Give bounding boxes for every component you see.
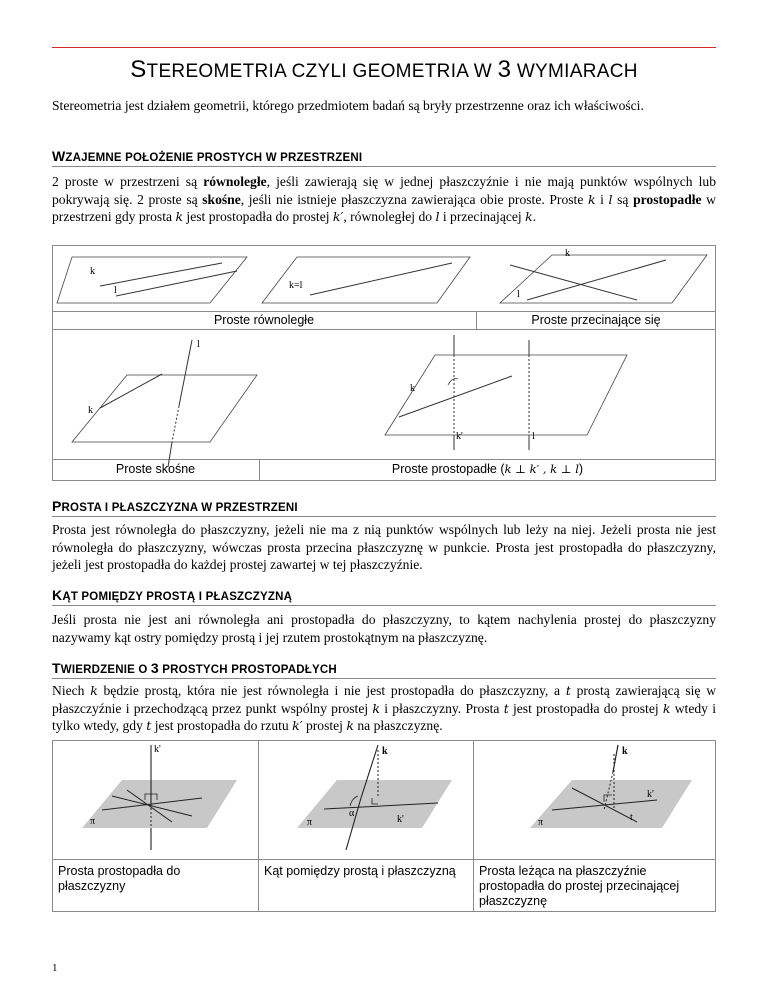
- section-lines-paragraph: 2 proste w przestrzeni są równoległe, jeśli zawierają się w jednej płaszczyźnie i nie mają punktów wspólnych lub pokrywają się. 2 proste są skośne, jeśli nie istnieje płaszczyzna zawierająca obie proste. Proste k i l są prostopadłe w przestrzeni gdy prosta k jest prostopadła do prostej k′, równoległej do l i przecinającej k.: [52, 174, 717, 225]
- figure-lines-drawings: [52, 245, 716, 481]
- label-kprime: k': [154, 744, 161, 755]
- line-k: [100, 263, 222, 286]
- page-number: 1: [52, 962, 58, 974]
- label-pi: π: [307, 817, 313, 828]
- label-pi: π: [90, 816, 96, 827]
- section-line-plane-paragraph: Prosta jest równoległa do płaszczyzny, jeżeli nie ma z nią punktów wspólnych lub leży na niej. Jeżeli prosta nie jest równoległa do płaszczyzny, wówczas prosta przecina płaszczyznę w punkcie. Prosta jest prostopadła do płaszczyzny, jeżeli jest prostopadła do każdej prostej zawartej w tej płaszczyźnie.: [52, 522, 716, 573]
- line-l-intersecting: [510, 265, 637, 300]
- plane-intersecting: [500, 255, 707, 303]
- label-pi: π: [538, 817, 544, 828]
- section-angle-paragraph: Jeśli prosta nie jest ani równoległa ani prostopadła do płaszczyzny, to kątem nachylenia prostej do płaszczyzny nazywamy kąt ostry pomiędzy prostą i jej rzutem prostokątnym na płaszczyznę.: [52, 612, 716, 645]
- line-k-intersecting: [527, 260, 666, 300]
- label-alpha: α: [349, 808, 355, 819]
- section-heading-theorem: TWIERDZENIE O 3 PROSTYCH PROSTOPADŁYCH: [52, 660, 716, 679]
- caption-parallel: Proste równoległe: [213, 313, 315, 327]
- section-heading-line-plane: PROSTA I PŁASZCZYZNA W PRZESTRZENI: [52, 498, 716, 517]
- label-k: k: [382, 746, 388, 757]
- plane-perpendicular: [385, 355, 627, 435]
- caption-skew: Proste skośne: [115, 462, 196, 476]
- section-heading-angle: KĄT POMIĘDZY PROSTĄ I PŁASZCZYZNĄ: [52, 587, 716, 606]
- plane-pi: [82, 780, 237, 828]
- label-k: k: [410, 383, 415, 394]
- caption-three-perpendiculars: Prosta leżąca na płaszczyźnie prostopadła do prostej przecinającej płaszczyznę: [479, 864, 680, 908]
- section-theorem-paragraph: Niech k będzie prostą, która nie jest równoległa i nie jest prostopadła do płaszczyzny, a t prostą zawierającą się w płaszczyźnie i przechodzącą przez punkt wspólny prostej k i płaszczyzny. Prosta t jest prostopadła do prostej k wtedy i tylko wtedy, gdy t jest prostopadła do rzutu k′ prostej k na płaszczyznę.: [52, 683, 717, 734]
- label-t: t: [630, 812, 633, 823]
- intro-paragraph: Stereometria jest działem geometrii, którego przedmiotem badań są bryły przestrzenne oraz ich właściwości.: [52, 98, 644, 113]
- label-l: l: [517, 289, 520, 300]
- label-kprime: k': [397, 814, 404, 825]
- label-l: l: [197, 339, 200, 350]
- line-l-skew-hidden: [172, 406, 179, 442]
- caption-perpendicular-plane: Prosta prostopadła do płaszczyzny: [58, 864, 181, 893]
- label-k: k: [565, 248, 570, 259]
- title-rule: [52, 47, 716, 48]
- figure-theorem-drawings: [52, 740, 716, 859]
- line-l-skew-top: [179, 340, 192, 406]
- line-k-perp: [399, 376, 512, 417]
- label-k: k: [90, 266, 95, 277]
- caption-perpendicular: Proste prostopadłe (k ⊥ k′ , k ⊥ l): [391, 462, 584, 476]
- label-kprime: k': [456, 431, 463, 442]
- line-k-skew: [100, 374, 162, 408]
- caption-intersecting: Proste przecinające się: [531, 313, 661, 327]
- caption-angle: Kąt pomiędzy prostą i płaszczyzną: [264, 864, 456, 878]
- label-kprime: k': [647, 789, 654, 800]
- figure-theorem-row-divider: [52, 859, 716, 860]
- section-heading-lines: WZAJEMNE POŁOŻENIE PROSTYCH W PRZESTRZENI: [52, 148, 716, 167]
- label-k-equals-l: k=l: [289, 280, 303, 291]
- line-k-equals-l: [310, 263, 452, 295]
- label-k: k: [622, 746, 628, 757]
- plane-skew: [72, 375, 257, 442]
- right-angle-mark: [448, 379, 458, 385]
- label-k: k: [88, 405, 93, 416]
- label-l: l: [532, 431, 535, 442]
- label-l: l: [114, 285, 117, 296]
- page-title: STEREOMETRIA CZYLI GEOMETRIA W 3 WYMIARACH: [130, 56, 638, 83]
